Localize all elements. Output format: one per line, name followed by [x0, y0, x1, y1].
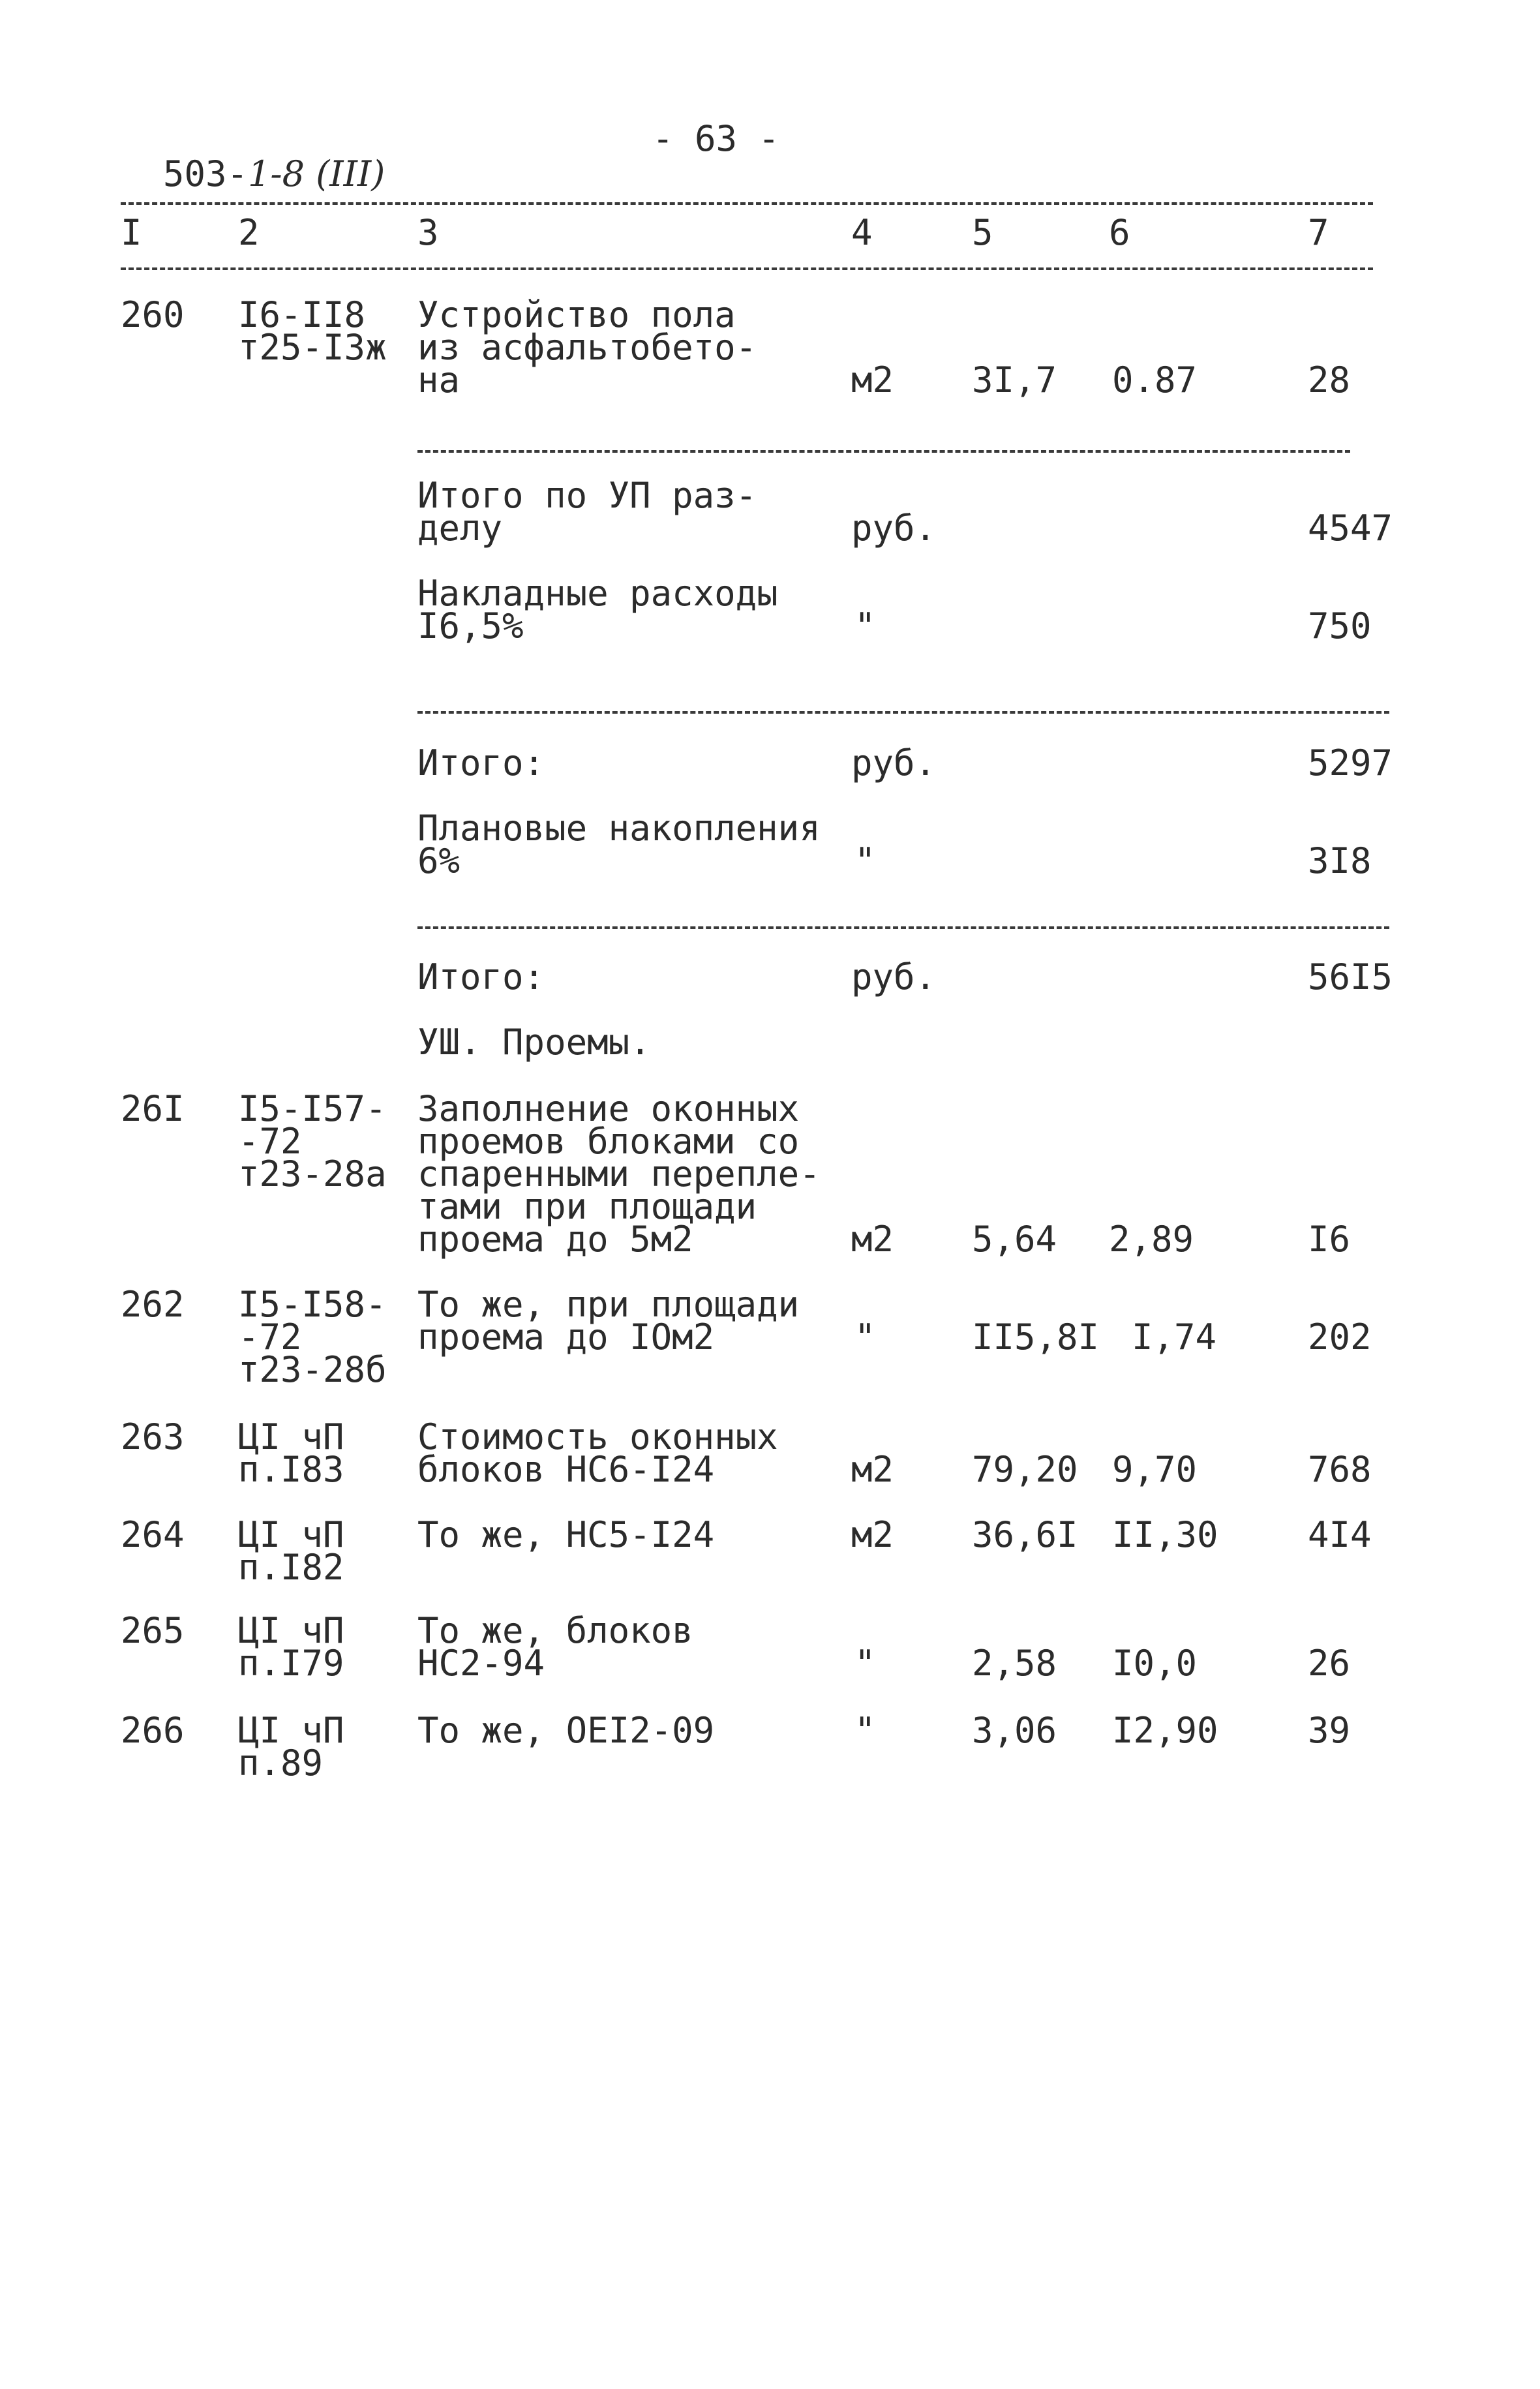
row-total: I6 [1308, 1219, 1351, 1260]
row-desc-line: проема до IOм2 [417, 1316, 715, 1358]
row-number: 266 [121, 1710, 185, 1751]
subtotal-label-line: Итого по УП раз- [417, 475, 757, 516]
col-header-1: I [121, 212, 142, 253]
row-code-line: I5-I58- [238, 1284, 387, 1325]
row-price: II,30 [1112, 1514, 1218, 1555]
row-code-line: т23-28б [238, 1349, 387, 1390]
row-code-line: ЦI чП [238, 1416, 344, 1457]
row-price: I,74 [1132, 1316, 1217, 1358]
row-unit: м2 [851, 1449, 894, 1490]
doc-code [121, 125, 385, 194]
row-number: 265 [121, 1610, 185, 1651]
row-unit: м2 [851, 1514, 894, 1555]
subtotal-label-line: Итого: [417, 742, 545, 784]
row-desc-line: То же, блоков [417, 1610, 693, 1651]
subtotal-unit: руб. [851, 742, 937, 784]
row-code-line: п.I79 [238, 1643, 344, 1684]
row-desc-line: проемов блоками со [417, 1121, 800, 1162]
doc-code-printed: 503- [163, 153, 249, 194]
row-desc-line: То же, при площади [417, 1284, 800, 1325]
row-unit: " [854, 1643, 876, 1684]
header-bottom-divider [121, 267, 1373, 270]
col-header-3: 3 [417, 212, 439, 253]
row-desc-line: тами при площади [417, 1186, 757, 1227]
row-qty: II5,8I [972, 1316, 1100, 1358]
row-number: 262 [121, 1284, 185, 1325]
row-unit: м2 [851, 1219, 894, 1260]
row-code-line: I5-I57- [238, 1088, 387, 1129]
doc-code-handwritten: 1-8 (III) [248, 153, 385, 194]
row-total: 26 [1308, 1643, 1351, 1684]
row-code-line: -72 [238, 1316, 302, 1358]
divider [417, 450, 1350, 453]
header-top-divider [121, 202, 1373, 205]
row-qty: 2,58 [972, 1643, 1057, 1684]
subtotal-label-line: 6% [417, 840, 460, 881]
col-header-4: 4 [851, 212, 873, 253]
row-number: 260 [121, 294, 185, 335]
subtotal-label-line: I6,5% [417, 605, 524, 647]
row-number: 26I [121, 1088, 185, 1129]
subtotal-label-line: Накладные расходы [417, 573, 778, 614]
row-qty: 5,64 [972, 1219, 1057, 1260]
subtotal-unit: " [854, 840, 876, 881]
row-desc-line: То же, ОЕI2-09 [417, 1710, 715, 1751]
row-code-line: т23-28а [238, 1153, 387, 1194]
row-price: 0.87 [1112, 359, 1198, 401]
row-code-line: I6-II8 [238, 294, 366, 335]
row-code-line: ЦI чП [238, 1710, 344, 1751]
row-price: 9,70 [1112, 1449, 1198, 1490]
row-number: 263 [121, 1416, 185, 1457]
subtotal-total: 4547 [1308, 508, 1393, 549]
row-total: 768 [1308, 1449, 1372, 1490]
page-number: - 63 - [652, 118, 780, 159]
row-price: I2,90 [1112, 1710, 1218, 1751]
row-desc-line: НС2-94 [417, 1643, 545, 1684]
col-header-6: 6 [1109, 212, 1130, 253]
row-desc-line: спаренными перепле- [417, 1153, 821, 1194]
subtotal-unit: " [854, 605, 876, 647]
subtotal-label-line: Плановые накопления [417, 808, 821, 849]
col-header-5: 5 [972, 212, 993, 253]
subtotal-total: 5297 [1308, 742, 1393, 784]
row-code-line: -72 [238, 1121, 302, 1162]
row-code-line: п.I82 [238, 1547, 344, 1588]
row-desc-line: блоков НС6-I24 [417, 1449, 715, 1490]
row-desc-line: Устройство пола [417, 294, 736, 335]
row-desc-line: Стоимость оконных [417, 1416, 778, 1457]
divider [417, 711, 1389, 714]
row-unit: м2 [851, 359, 894, 401]
row-code-line: п.I83 [238, 1449, 344, 1490]
col-header-2: 2 [238, 212, 260, 253]
divider [417, 926, 1389, 929]
subtotal-total: 56I5 [1308, 956, 1393, 997]
row-code-line: т25-I3ж [238, 327, 387, 368]
row-desc-line: из асфальтобето- [417, 327, 757, 368]
section-title: УШ. Проемы. [417, 1022, 651, 1063]
row-desc-line: на [417, 359, 460, 401]
row-desc-line: То же, НС5-I24 [417, 1514, 715, 1555]
row-qty: 79,20 [972, 1449, 1078, 1490]
row-number: 264 [121, 1514, 185, 1555]
row-desc-line: проема до 5м2 [417, 1219, 693, 1260]
row-unit: " [854, 1316, 876, 1358]
row-desc-line: Заполнение оконных [417, 1088, 800, 1129]
subtotal-total: 750 [1308, 605, 1372, 647]
row-qty: 3I,7 [972, 359, 1057, 401]
subtotal-unit: руб. [851, 508, 937, 549]
subtotal-total: 3I8 [1308, 840, 1372, 881]
row-price: 2,89 [1109, 1219, 1194, 1260]
row-code-line: ЦI чП [238, 1514, 344, 1555]
row-code-line: ЦI чП [238, 1610, 344, 1651]
subtotal-label-line: Итого: [417, 956, 545, 997]
row-total: 39 [1308, 1710, 1351, 1751]
row-total: 202 [1308, 1316, 1372, 1358]
row-code-line: п.89 [238, 1742, 324, 1784]
row-qty: 36,6I [972, 1514, 1078, 1555]
subtotal-label-line: делу [417, 508, 503, 549]
row-total: 4I4 [1308, 1514, 1372, 1555]
row-qty: 3,06 [972, 1710, 1057, 1751]
subtotal-unit: руб. [851, 956, 937, 997]
row-unit: " [854, 1710, 876, 1751]
row-total: 28 [1308, 359, 1351, 401]
col-header-7: 7 [1308, 212, 1329, 253]
row-price: I0,0 [1112, 1643, 1198, 1684]
